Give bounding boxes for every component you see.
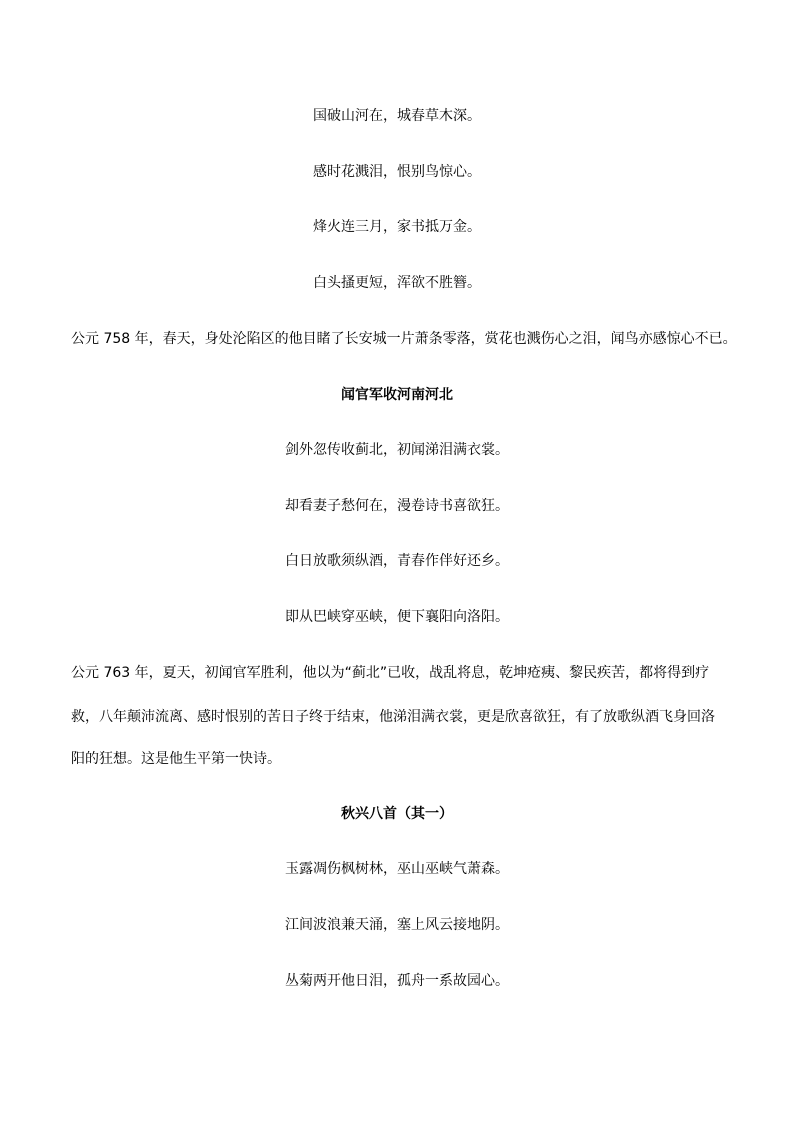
poem-line: 丛菊两开他日泪，孤舟一系故园心。 <box>285 973 509 989</box>
poem-line: 国破山河在，城春草木深。 <box>313 108 481 124</box>
poem-line: 感时花溅泪，恨别鸟惊心。 <box>313 164 481 180</box>
poem-line: 即从巴峡穿巫峡，便下襄阳向洛阳。 <box>285 609 509 625</box>
poem-title: 闻官军收河南河北 <box>341 387 453 403</box>
poem-line: 烽火连三月，家书抵万金。 <box>313 219 481 235</box>
poem-title: 秋兴八首（其一） <box>341 806 453 822</box>
commentary-line: 公元 763 年，夏天，初闻官军胜利，他以为“蓟北”已收，战乱将息，乾坤疮痍、黎民疾苦，都将得到疗 <box>71 665 710 681</box>
poem-line: 白日放歌须纵酒，青春作伴好还乡。 <box>285 553 509 569</box>
poem-line: 白头搔更短，浑欲不胜簪。 <box>313 275 481 291</box>
poem-line: 却看妻子愁何在，漫卷诗书喜欲狂。 <box>285 498 509 514</box>
commentary-paragraph: 公元 758 年，春天，身处沦陷区的他目睹了长安城一片萧条零落，赏花也溅伤心之泪，闻鸟亦感惊心不已。 <box>71 331 737 347</box>
commentary-line: 救，八年颠沛流离、感时恨别的苦日子终于结束，他涕泪满衣裳，更是欣喜欲狂，有了放歌纵酒飞身回洛 <box>71 709 715 725</box>
commentary-line: 阳的狂想。这是他生平第一快诗。 <box>71 751 281 767</box>
poem-line: 玉露凋伤枫树林，巫山巫峡气萧森。 <box>285 861 509 877</box>
poem-line: 剑外忽传收蓟北，初闻涕泪满衣裳。 <box>285 442 509 458</box>
poem-line: 江间波浪兼天涌，塞上风云接地阴。 <box>285 917 509 933</box>
